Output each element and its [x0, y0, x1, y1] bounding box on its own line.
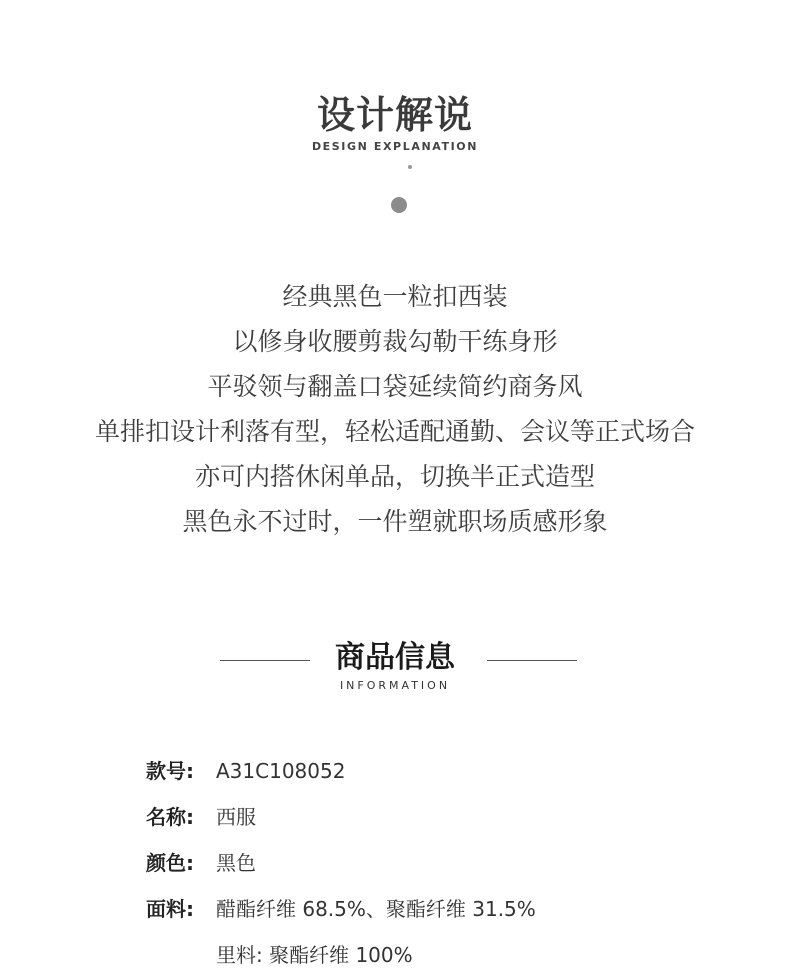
product-info-subtitle: INFORMATION: [339, 679, 451, 692]
product-info-title: 商品信息: [335, 640, 455, 675]
spec-value: A31C108052: [216, 759, 346, 783]
spec-row-name: [146, 794, 536, 840]
description-line: 平驳领与翻盖口袋延续简约商务风: [207, 372, 583, 401]
spec-value: 里料: 聚酯纤维 100%: [216, 943, 413, 967]
product-spec-list: [146, 748, 536, 978]
description-line: 以修身收腰剪裁勾勒干练身形: [232, 327, 558, 356]
description-line: 单排扣设计利落有型，轻松适配通勤、会议等正式场合: [94, 417, 695, 446]
header-rule-right: [487, 660, 577, 661]
design-subtitle: DESIGN EXPLANATION: [311, 140, 479, 153]
small-dot-decoration: [408, 165, 412, 169]
product-info-header: [0, 636, 790, 696]
spec-value: 西服: [216, 805, 256, 829]
spec-row-fabric: [146, 886, 536, 932]
design-description: [0, 274, 790, 544]
spec-label: 名称:: [146, 805, 194, 829]
description-line: 黑色永不过时，一件塑就职场质感形象: [182, 507, 608, 536]
spec-value: 醋酯纤维 68.5%、聚酯纤维 31.5%: [216, 897, 536, 921]
spec-label: 颜色:: [146, 851, 194, 875]
spec-row-lining: [146, 932, 536, 978]
description-line: 经典黑色一粒扣西装: [282, 282, 508, 311]
spec-row-color: [146, 840, 536, 886]
spec-row-style-number: [146, 748, 536, 794]
large-dot-decoration: [391, 197, 407, 213]
spec-label: 面料:: [146, 897, 194, 921]
spec-label: 款号:: [146, 759, 194, 783]
design-title: 设计解说: [316, 93, 473, 137]
spec-value: 黑色: [216, 851, 256, 875]
description-line: 亦可内搭休闲单品，切换半正式造型: [194, 462, 595, 491]
